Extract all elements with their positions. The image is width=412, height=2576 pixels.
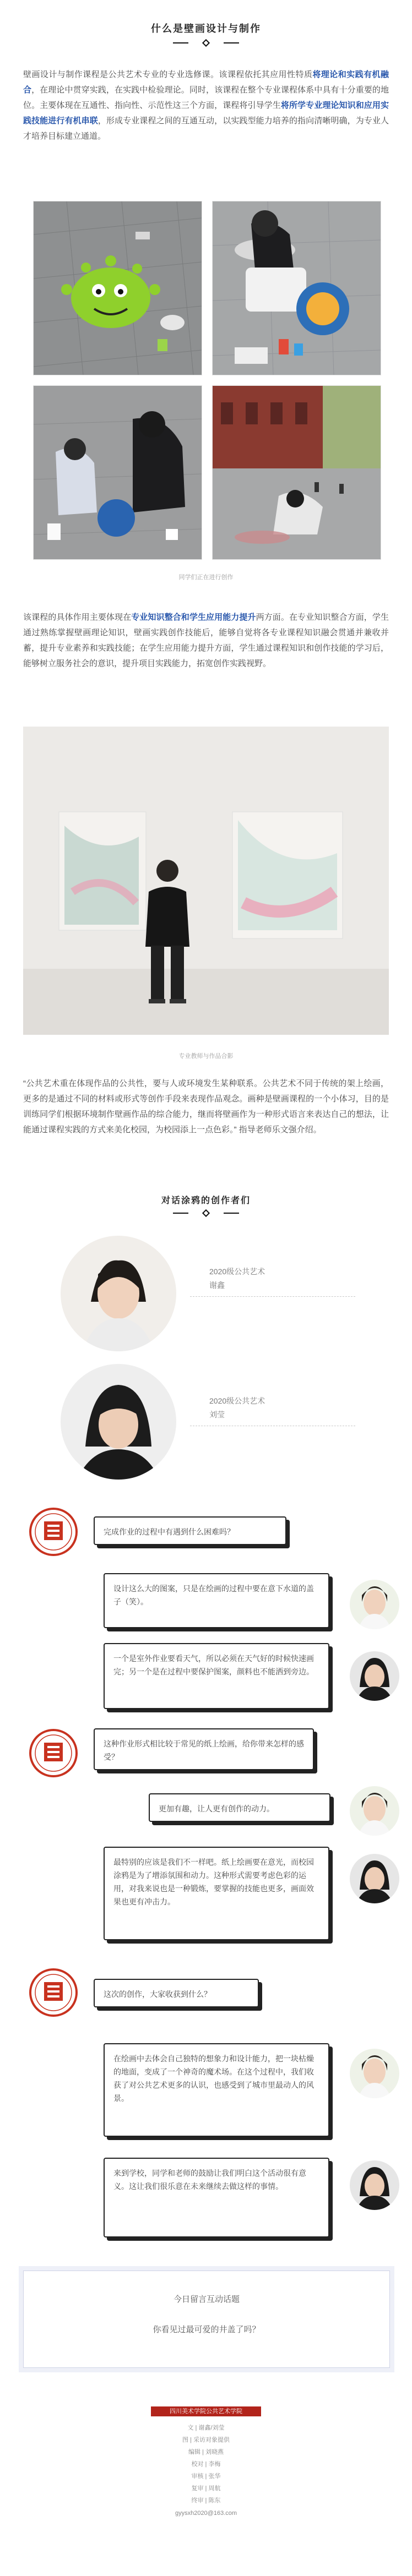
avatar-xiexin [61,1236,176,1351]
exhibit-caption: 专业教师与作品合影 [178,1053,234,1060]
photo-virus-graffiti [33,201,202,375]
footer-credit: 编辑 | 刘晓燕 [188,2449,224,2455]
answer-bubble-1: 设计这么大的图案，只是在绘画的过程中要在意下水道的盖子（笑）。 [104,1573,329,1628]
photo-teacher-with-artwork [23,727,389,1035]
course-role-paragraph: 该课程的具体作用主要体现在专业知识整合和学生应用能力提升两方面。在专业知识整合方面，学生通过熟练掌握壁画理论知识，壁画实践创作技能后，能够自觉将各专业课程知识融会贯通并兼收并蓄，提升专业素养和实践技能；在学生应用能力提升方面，学生通过课程知识和创作技能的学习后，能够树立服务社会的意识，提升项目实践能力，拓宽创作实践视野。 [23,613,389,668]
question-bubble-2: 这种作业形式相比较于常见的纸上绘画，给你带来怎样的感受？ [94,1728,314,1770]
avatar-liuying [61,1364,176,1480]
person-name: 谢鑫 [209,1281,225,1290]
person-class: 2020级公共艺术 [209,1267,265,1276]
avatar-xiexin-small [350,2049,399,2098]
answer-bubble-5: 在绘画中去体会自己独特的想象力和设计能力，把一块枯燥的地面，变成了一个神奇的魔术场。在这个过程中，我们收获了对公共艺术更多的认识，也感受到了城市里最动人的风景。 [104,2043,329,2137]
teacher-quote: “公共艺术重在体现作品的公共性，要与人或环境发生某种联系。公共艺术不同于传统的架上绘画，更多的是通过不同的材料或形式等创作手段来表现作品观念。画种是壁画课程的一个小体习，目的是训练同学们根据环境制作壁画作品的综合能力，继而将壁画作为一种形式语言来表达自己的想法，让能通过课程实践的方式来美化校园，为校园添上一点色彩。” 指导老师乐文强介绍。 [23,1079,389,1134]
creators-ornament [173,1209,239,1218]
school-seal-icon [29,1728,78,1778]
creators-title: 对话涂鸦的创作者们 [161,1196,251,1205]
footer-credit: 终审 | 陈东 [191,2497,221,2504]
answer-bubble-4: 最特别的应该是我们不一样吧。纸上绘画要在意光，而校园涂鸦是为了增添氛围和动力。这种形式需要考虑色彩的运用，对我来说也是一种锻炼，要掌握的技能也更多，画面效果也更有冲击力。 [104,1847,329,1940]
footer-credit: 复审 | 周航 [191,2485,221,2492]
footer-credit: 校对 | 李梅 [191,2461,221,2468]
question-bubble-3: 这次的创作，大家收获到什么？ [94,1979,259,2007]
person-name: 刘莹 [209,1410,225,1419]
comment-topic-box[interactable] [23,2271,390,2368]
answer-bubble-3: 更加有趣，让人更有创作的动力。 [149,1793,330,1822]
comment-topic-label: 今日留言互动话题 [173,2295,240,2304]
answer-bubble-2: 一个是室外作业要看天气，所以必须在天气好的时候快速画完；另一个是在过程中要保护图案，颜料也不能洒到旁边。 [104,1643,329,1709]
footer-credit: 文 | 谢鑫/刘莹 [187,2425,225,2431]
photo-grid-caption: 同学们正在进行创作 [178,574,234,581]
school-seal-icon [29,1507,78,1557]
footer-credit: 审核 | 张华 [191,2473,221,2480]
photo-students-on-building-steps [212,385,381,560]
footer-email[interactable]: gyysxh2020@163.com [175,2510,237,2517]
avatar-liuying-small [350,1854,399,1903]
intro-paragraph: 壁画设计与制作课程是公共艺术专业的专业选修课。该课程依托其应用性特质将理论和实践有机融合，在理论中贯穿实践，在实践中检验理论。同时，该课程在整个专业课程体系中具有十分重要的地位。主要体现在互通性、指向性、示范性这三个方面，课程将引导学生将所学专业理论知识和应用实践技能进行有机串联，形成专业课程之间的互通互动，以实践型能力培养的指向清晰明确，为专业人才培养目标建立通道。 [23,70,389,141]
avatar-xiexin-small [350,1580,399,1629]
section-title: 什么是壁画设计与制作 [151,23,261,34]
divider [190,1296,355,1297]
answer-bubble-6: 来到学校，同学和老师的鼓励让我们明白这个活动很有意义。这让我们很乐意在未来继续去做这样的事情。 [104,2158,329,2237]
comment-topic-question: 你看见过最可爱的井盖了吗？ [153,2325,261,2334]
photo-student-painting-manhole [212,201,381,375]
avatar-liuying-small [350,2160,399,2210]
title-ornament [173,39,239,47]
school-seal-icon [29,1968,78,2017]
person-class: 2020级公共艺术 [209,1396,265,1405]
footer-credit: 图 | 采访对象提供 [182,2437,230,2443]
question-bubble-1: 完成作业的过程中有遇到什么困难吗？ [94,1516,286,1545]
avatar-liuying-small [350,1651,399,1701]
avatar-xiexin-small [350,1786,399,1836]
photo-students-with-paint [33,385,202,560]
footer-brand: 四川美术学院公共艺术学院 [151,2406,261,2416]
